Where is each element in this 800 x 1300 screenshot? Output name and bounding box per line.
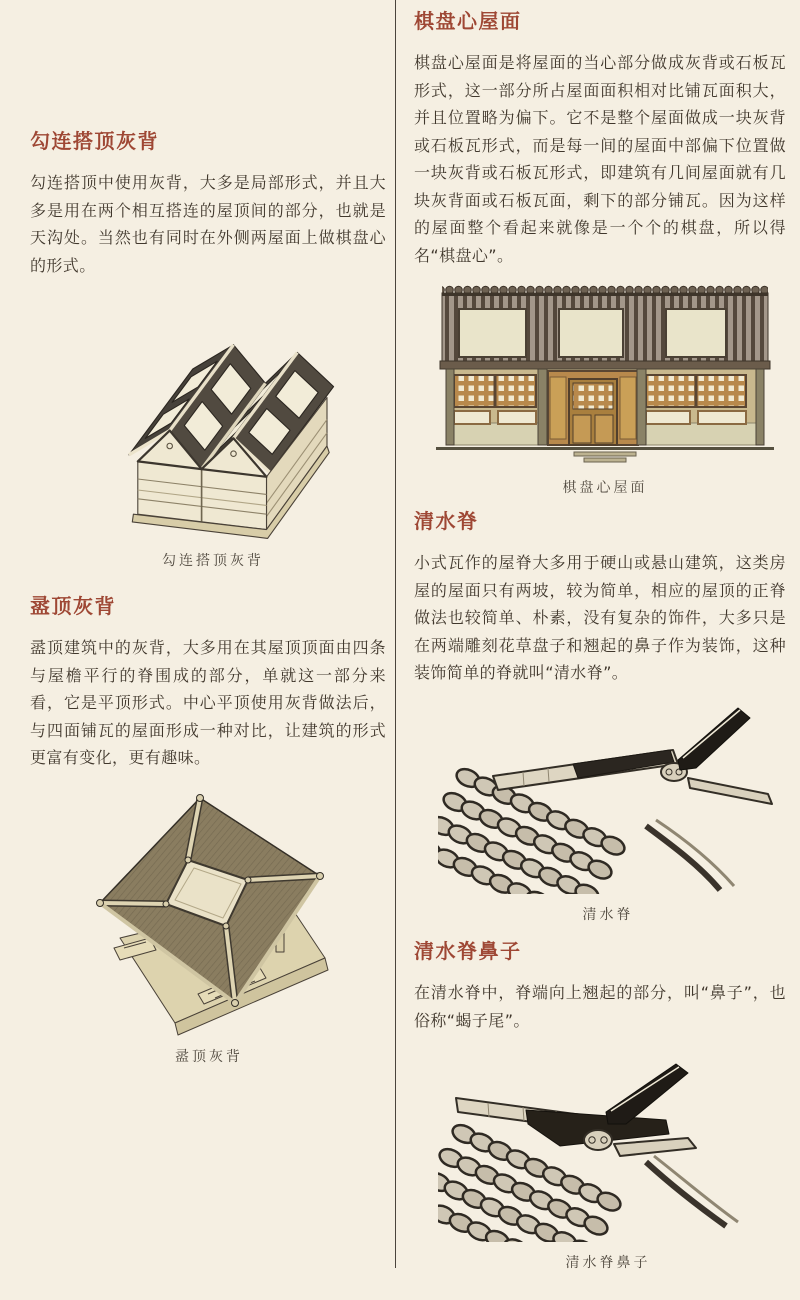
section-heading: 清水脊鼻子 (414, 939, 522, 963)
figure-caption: 勾连搭顶灰背 (162, 553, 264, 569)
figure-caption: 清水脊鼻子 (565, 1255, 651, 1271)
section-qingshuiji-bizi (414, 938, 786, 1034)
figure-caption: 盝顶灰背 (175, 1049, 243, 1065)
section-heading: 棋盘心屋面 (414, 9, 522, 33)
section-heading: 盝顶灰背 (30, 594, 116, 618)
section-heading: 勾连搭顶灰背 (30, 129, 159, 153)
figure-caption: 清水脊 (582, 907, 634, 923)
qipanxin-facade-illustration (436, 283, 774, 467)
qingshuiji-ridge-illustration (438, 698, 778, 894)
section-body: 棋盘心屋面是将屋面的当心部分做成灰背或石板瓦形式，这一部分所占屋面面积相对比铺瓦面积大，并且位置略为偏下。它不是整个屋面做成一块灰背或石板瓦形式，而是每一间的屋面中部偏下位置做一块灰背或石板瓦形式，即建筑有几间屋面就有几块灰背面或石板瓦面，剩下的部分铺瓦。因为这样的屋面整个看起来就像是一个个的棋盘，所以得名“棋盘心”。 (414, 53, 786, 265)
section-luding-huibei (30, 593, 386, 772)
figure-goulianda-huibei (88, 276, 338, 570)
section-heading: 清水脊 (414, 509, 479, 533)
goulianda-roof-illustration (88, 276, 338, 540)
figure-qingshuiji-bizi (438, 1058, 778, 1272)
section-body: 勾连搭顶中使用灰背，大多是局部形式，并且大多是用在两个相互搭连的屋顶间的部分，也就是天沟处。当然也有同时在外侧两屋面上做棋盘心的形式。 (30, 173, 386, 275)
section-body: 盝顶建筑中的灰背，大多用在其屋顶顶面由四条与屋檐平行的脊围成的部分，单就这一部分来看，它是平顶形式。中心平顶使用灰背做法后，与四面铺瓦的屋面形成一种对比，让建筑的形式更富有变化，更有趣味。 (30, 638, 386, 767)
figure-qingshuiji (438, 698, 778, 924)
section-body: 在清水脊中，脊端向上翘起的部分，叫“鼻子”，也俗称“蝎子尾”。 (414, 983, 786, 1030)
figure-qipanxin-wumian (436, 283, 774, 497)
section-goulianda-huibei (30, 128, 386, 279)
figure-caption: 棋盘心屋面 (562, 480, 648, 496)
figure-luding-huibei (80, 788, 338, 1066)
section-qingshuiji (414, 508, 786, 687)
luding-roof-illustration (80, 788, 338, 1036)
section-body: 小式瓦作的屋脊大多用于硬山或悬山建筑，这类房屋的屋面只有两坡，较为简单，相应的屋顶的正脊做法也较简单、朴素，没有复杂的饰件，大多只是在两端雕刻花草盘子和翘起的鼻子作为装饰，这种装饰简单的脊就叫“清水脊”。 (414, 553, 786, 682)
qingshuiji-bizi-illustration (438, 1058, 778, 1242)
section-qipanxin-wumian (414, 8, 786, 269)
column-divider (395, 0, 396, 1268)
